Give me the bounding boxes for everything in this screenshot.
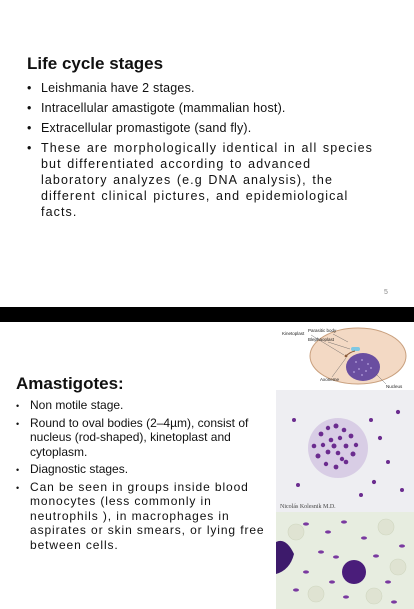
label-nucleus: Nucleus [386,384,403,389]
bullet-icon: • [16,482,21,493]
label-parasite-body: Parasitic body [308,328,337,333]
stained-nucleus [342,560,366,584]
list-item: • These are morphologically identical in all species but differentiated according to advanced laboratory analyzes (e.g DNA analysis), the different clinical pictures, and epidemiological facts. [27,141,373,219]
bullet-icon: • [16,401,20,411]
bullet-icon: • [27,81,32,95]
label-kinetoplast: Kinetoplast [282,331,305,336]
bullet-list [16,398,268,555]
slide-divider [0,307,414,322]
micrograph-macrophage [276,390,414,512]
micrograph-blood-smear [276,512,414,609]
bullet-icon: • [16,418,20,429]
list-item: • Intracellular amastigote (mammalian host). [27,101,286,115]
label-axoneme: Axoneme [320,377,340,382]
page-number: 5 [384,289,388,296]
label-basal-body: Blephaoplast [308,337,335,342]
bullet-icon: • [27,101,32,115]
photo-credit: Nicolás Kolesnik M.D. [280,504,336,510]
list-item: • Round to oval bodies (2–4µm), consist of nucleus (rod-shaped), kinetoplast and cytoplasm. [16,415,249,459]
bullet-icon: • [16,465,20,475]
slide-title: Life cycle stages [27,54,164,73]
list-item: • Extracellular promastigote (sand fly). [27,121,252,135]
list-item: • Diagnostic stages. [16,462,129,476]
nucleus-shape [346,353,380,381]
list-item: • Non motile stage. [16,398,124,412]
kinetoplast-shape [351,347,360,351]
bullet-icon: • [27,121,32,135]
list-item: • Leishmania have 2 stages. [27,81,195,95]
slide-title: Amastigotes: [16,374,124,393]
list-item: • Can be seen in groups inside blood monocytes (less commonly in neutrophils ), in macrophages in aspirates or skin smears, or lying free between cells. [16,479,265,552]
slide-amastigotes [0,322,414,609]
bullet-icon: • [27,141,33,155]
bullet-list [27,80,383,224]
amastigote-diagram [276,322,414,390]
